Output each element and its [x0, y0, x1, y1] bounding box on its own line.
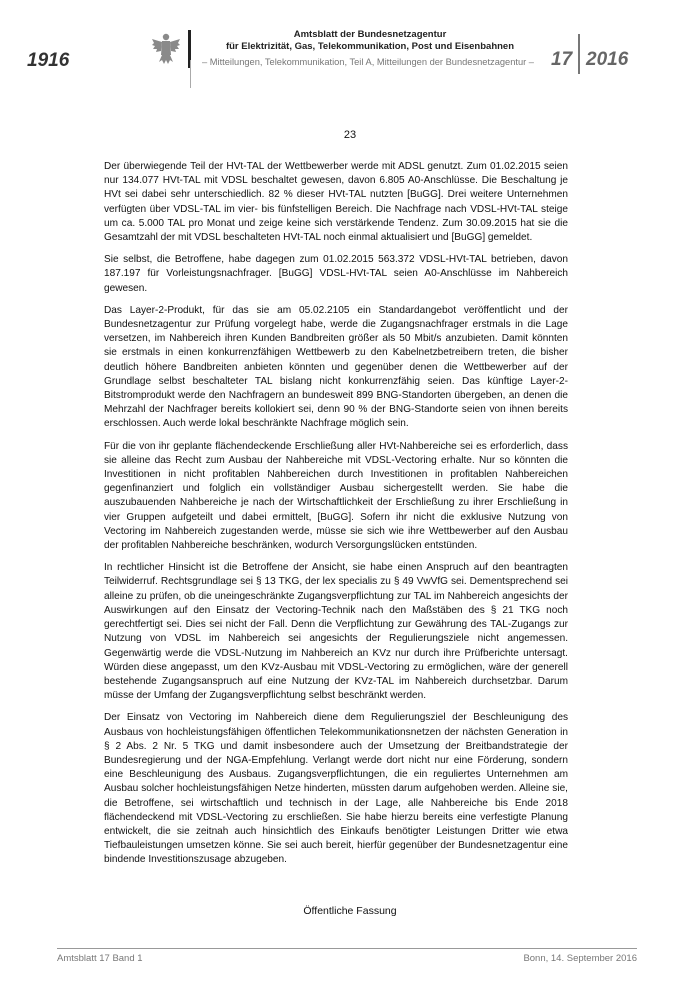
federal-eagle-icon: [151, 32, 181, 66]
issue-divider: [578, 34, 580, 74]
document-body: [104, 160, 568, 876]
authority-line-2: für Elektrizität, Gas, Telekommunikation, Post und Eisenbahnen: [225, 41, 515, 52]
paragraph: Der überwiegende Teil der HVt-TAL der Wettbewerber werde mit ADSL genutzt. Zum 01.02.2015 seien nur 134.077 HVt-TAL mit VDSL beschaltet gewesen, davon 6.805 A0-Anschlüsse. Die Beschaltung je HVt sei dabei sehr unterschiedlich. 82 % dieser HVt-TAL nutzten [BuGG]. Drei weitere Unternehmen verfügten über VDSL-TAL im vier- bis fünfstelligen Bereich. Die Nachfrage nach VDSL-HVt-TAL steige um ca. 5.000 TAL pro Monat und zeige keine sich verstärkende Tendenz. Zum 30.09.2015 hat sie die Gesamtzahl der mit VDSL beschalteten HVt-TAL noch einmal aktualisiert und [BuGG] gemeldet.: [104, 161, 568, 244]
paragraph: Das Layer-2-Produkt, für das sie am 05.02.2105 ein Standardangebot veröffentlicht und der Bundesnetzagentur zur Prüfung vorgelegt habe, werde die Zugangsnachfrager erstmals in die Lage versetzen, im Nahbereich ihren Kunden Bandbreiten größer als 50 Mbit/s anzubieten. Damit könnten sie erstmals in einen konkurrenzfähigen Wettbewerb zu den Kabelnetzbetreibern treten, die bisher deutlich höhere Bandbreiten anbieten könnten und gegenüber denen die Wettbewerber auf der Grundlage selbst beschalteter TAL bislang nicht konkurrenzfähig seien. Das künftige Layer-2-Bitstromprodukt werde den Nachfragern an bundesweit 899 BNG-Standorten übergeben, an denen die Mehrzahl der Nachfrager bereits kollokiert sei, denn 90 % der BNG-Standorte seien von ihnen bereits erschlossen. Auch werde lokal beschränkte Nachfrage möglich sein.: [104, 304, 568, 430]
paragraph: Sie selbst, die Betroffene, habe dagegen zum 01.02.2015 563.372 VDSL-HVt-TAL betrieben, davon 187.197 für Vorleistungsnachfrager. [BuGG] VDSL-HVt-TAL seien A0-Anschlüsse im Nahbereich gewesen.: [104, 254, 568, 294]
gazette-page-number: 1916: [27, 50, 70, 71]
authority-title: [200, 29, 540, 53]
authority-line-1: Amtsblatt der Bundesnetzagentur: [293, 29, 447, 40]
paragraph: Für die von ihr geplante flächendeckende Erschließung aller HVt-Nahbereiche sei es erforderlich, dass sie alleine das Recht zum Ausbau der Nahbereiche mit VDSL-Vectoring erhalte. Nur so könnten die Investitionen in nicht profitablen Nahbereichen durch Investitionen in profitablen Nahbereichen gegenfinanziert und folglich ein vollständiger Ausbau sichergestellt werden. Sie habe die auszubauenden Nahbereiche je nach der Wirtschaftlichkeit der Erschließung zu ihrer Erschließung in vier Gruppen aufgeteilt und dabei ermittelt, [BuGG]. Sofern ihr nicht die exklusive Nutzung von Vectoring im Nahbereich zugestanden werde, müsse sie sich wie ihre Wettbewerber auf den Ausbau der profitablen Nahbereiche beschränken, wodurch Versorgungslücken entstünden.: [104, 440, 568, 552]
footer-volume: Amtsblatt 17 Band 1: [57, 953, 143, 964]
issue-year: 2016: [586, 49, 629, 70]
page-header: [0, 0, 700, 95]
header-divider-thin: [190, 60, 191, 88]
footer-divider: [57, 948, 637, 949]
document-page-number: 23: [343, 129, 357, 141]
gazette-subtitle: – Mitteilungen, Telekommunikation, Teil A, Mitteilungen der Bundesnetzagentur –: [202, 57, 534, 67]
paragraph: Der Einsatz von Vectoring im Nahbereich diene dem Regulierungsziel der Beschleunigung des Ausbaus von hochleistungsfähigen öffentlichen Telekommunikationsnetzen der nächsten Generation in § 2 Abs. 2 Nr. 5 TKG und damit insbesondere auch der Umsetzung der Breitbandstrategie der Bundesregierung und der NGA-Empfehlung. Verlangt werde dort nicht nur eine Förderung, sondern eine Beschleunigung des Ausbaus. Zugangsverpflichtungen, die ein reguliertes Unternehmen am Ausbau solcher hochleistungsfähigen Netze hinderten, müssten darum aufgehoben werden. Alleine sie, die Betroffene, sei wirtschaftlich und technisch in der Lage, alle Nahbereiche bis Ende 2018 flächendeckend mit VDSL-Vectoring zu erschließen. Sie habe hierzu bereits eine verfestigte Planung entwickelt, die sie zeitnah auch hinsichtlich des Einkaufs benötigter Leistungen Dritter wie etwa Tiefbauleistungen umsetzen könne. Sie sei auch bereit, hierfür gegenüber der Bundesnetzagentur eine bindende Investitionszusage abzugeben.: [104, 712, 568, 866]
paragraph: In rechtlicher Hinsicht ist die Betroffene der Ansicht, sie habe einen Anspruch auf den beantragten Teilwiderruf. Rechtsgrundlage sei § 13 TKG, der lex specialis zu § 49 VwVfG sei. Dementsprechend sei alleine zu prüfen, ob die uneingeschränkte Zugangsverpflichtung zur TAL im Nahbereich angesichts der Auswirkungen auf den Einsatz der Vectoring-Technik nach den Maßstäben des § 21 TKG noch gerechtfertigt sei. Dies sei nicht der Fall. Denn die Verpflichtung zur Gewährung des TAL-Zugangs zur Nutzung von VDSL im Nahbereich sei angesichts der Regulierungsziele nicht angemessen. Gegenwärtig werde die VDSL-Nutzung im Nahbereich an KVz nur durch ihre Prüfberichte untersagt. Würden diese angepasst, um den KVz-Ausbau mit VDSL-Vectoring zu ermöglichen, wäre der generell bestehende Zugangsanspruch auf eine Nutzung der KVz-TAL im Nahbereich durchsetzbar. Darum müsse der Umfang der Zugangsverpflichtung selbst beschränkt werden.: [104, 562, 568, 702]
footer-date: Bonn, 14. September 2016: [523, 953, 637, 964]
issue-number: 17: [551, 49, 573, 70]
version-label: Öffentliche Fassung: [303, 905, 397, 917]
